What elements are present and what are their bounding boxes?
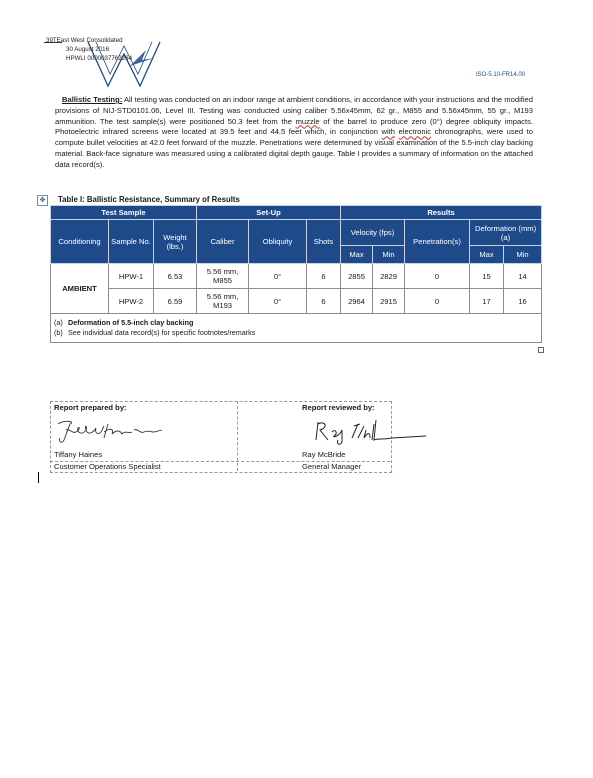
intro-paragraph — [55, 95, 533, 171]
header-weight: Weight (lbs.) — [154, 220, 197, 264]
header-deformation-min: Min — [504, 246, 542, 264]
cell-deformation-min: 14 — [504, 264, 542, 289]
cell-conditioning: AMBIENT — [51, 264, 109, 314]
cell-obliquity: 0° — [249, 264, 307, 289]
header-velocity-max: Max — [341, 246, 373, 264]
cell-weight: 6.53 — [154, 264, 197, 289]
cell-caliber: 5.56 mm, M855 — [197, 264, 249, 289]
table-notes — [51, 314, 542, 343]
spellcheck-word-electronic: electronic — [398, 127, 432, 137]
header-company: 39TEast West Consolidated — [46, 37, 123, 44]
note-a — [54, 318, 538, 328]
cell-deformation-max: 15 — [470, 264, 504, 289]
intro-text-2: of the barrel to produce zero (0°) degree obliquity impacts. Photoelectric infrared screens were located at 39.5 feet and 44.5 feet which, in conjunction — [55, 116, 533, 137]
cell-velocity-max: 2855 — [341, 264, 373, 289]
note-label: (b) — [54, 328, 63, 337]
prepared-name: Tiffany Haines — [54, 450, 103, 459]
header-conditioning: Conditioning — [51, 220, 109, 264]
group-set-up: Set-Up — [197, 206, 341, 220]
intro-text-1: All testing was conducted on an indoor range at ambient conditions, in accordance with your instructions and the modified provisions of NIJ-STD0101.06, Level III. Testing was conducted using caliber 5.56x45mm, 62 gr., M855 and 5.56x45mm, 55 gr., M193 ammunition. The test sample(s) were positioned 50.3 feet from the — [55, 95, 533, 126]
cell-velocity-min: 2915 — [373, 289, 405, 314]
header-shots: Shots — [307, 220, 341, 264]
spellcheck-word-muzzle: muzzle — [295, 116, 320, 126]
document-id: ISO-5.10-FR14.00 — [476, 72, 526, 78]
prepared-by-label: Report prepared by: — [54, 403, 127, 412]
prepared-signature — [54, 418, 166, 446]
note-text: See individual data record(s) for specific footnotes/remarks — [68, 328, 256, 337]
intro-text-4: chronographs, were used to compute bullet velocities at 42.0 feet forward of the muzzle. Penetrations were determined by visual examination of the 5.5-inch clay backing material. Back-face signature was measured using a calibrated digital depth gauge. Table I provides a summary of information on the attached data record(s). — [55, 127, 533, 169]
table-notes-row — [51, 314, 542, 343]
note-label: (a) — [54, 318, 63, 327]
table-move-handle-icon[interactable]: ✥ — [37, 195, 48, 206]
text-cursor — [38, 472, 39, 483]
group-results: Results — [341, 206, 542, 220]
table-row — [51, 289, 542, 314]
header-velocity: Velocity (fps) — [341, 220, 405, 246]
intro-lead: Ballistic Testing: — [62, 95, 123, 104]
cell-caliber: 5.56 mm, M193 — [197, 289, 249, 314]
reviewed-by-label: Report reviewed by: — [302, 403, 375, 412]
header-obliquity: Obliquity — [249, 220, 307, 264]
header-velocity-min: Min — [373, 246, 405, 264]
table-row — [51, 264, 542, 289]
group-test-sample: Test Sample — [51, 206, 197, 220]
cell-sample: HPW-1 — [109, 264, 154, 289]
header-ref: HPWLI 0000037762264 — [66, 55, 133, 62]
prepared-title: Customer Operations Specialist — [54, 462, 161, 471]
table-group-row — [51, 206, 542, 220]
cell-deformation-min: 16 — [504, 289, 542, 314]
header-caliber: Caliber — [197, 220, 249, 264]
header-date: 30 August 2016 — [66, 46, 110, 53]
note-b — [54, 328, 538, 338]
header-deformation-max: Max — [470, 246, 504, 264]
cell-velocity-max: 2964 — [341, 289, 373, 314]
results-table — [50, 205, 542, 343]
reviewed-name: Ray McBride — [302, 450, 346, 459]
cell-weight: 6.59 — [154, 289, 197, 314]
cell-penetration: 0 — [405, 289, 470, 314]
table-resize-handle[interactable] — [538, 347, 544, 353]
cell-sample: HPW-2 — [109, 289, 154, 314]
cell-penetration: 0 — [405, 264, 470, 289]
note-text: Deformation of 5.5-inch clay backing — [68, 318, 194, 327]
reviewed-signature — [312, 418, 430, 446]
table-title: Table I: Ballistic Resistance, Summary of Results — [58, 195, 240, 204]
cell-obliquity: 0° — [249, 289, 307, 314]
header-sample-no: Sample No. — [109, 220, 154, 264]
spellcheck-word-with: with — [381, 127, 395, 137]
reviewed-title: General Manager — [302, 462, 362, 471]
header-deformation: Deformation (mm) (a) — [470, 220, 542, 246]
header-penetration: Penetration(s) — [405, 220, 470, 264]
cell-shots: 6 — [307, 264, 341, 289]
cell-shots: 6 — [307, 289, 341, 314]
cell-velocity-min: 2829 — [373, 264, 405, 289]
cell-deformation-max: 17 — [470, 289, 504, 314]
table-header-row — [51, 220, 542, 246]
